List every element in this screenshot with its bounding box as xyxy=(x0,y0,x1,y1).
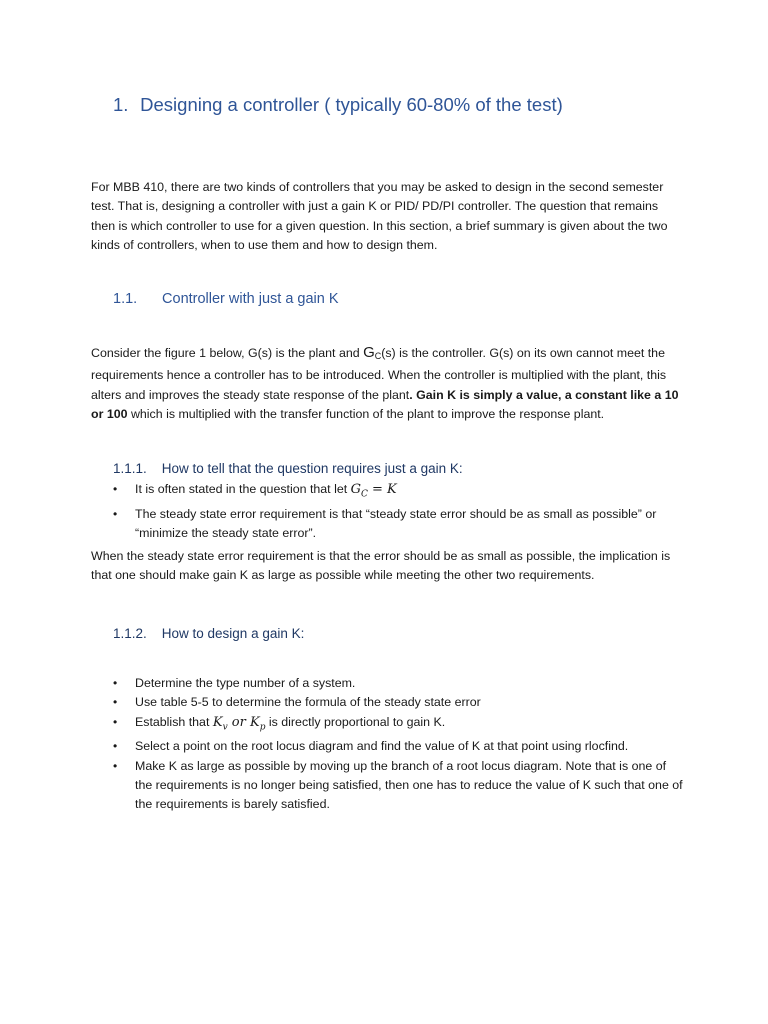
list-item xyxy=(113,693,683,712)
subsubsection-number: 1.1.2. xyxy=(113,626,147,641)
subsubsection-heading-1-1-2 xyxy=(113,626,304,641)
design-list xyxy=(113,674,683,815)
section-number: 1. xyxy=(113,94,129,115)
bullet-icon: • xyxy=(113,676,118,690)
subsubsection-heading-1-1-1 xyxy=(113,461,463,476)
bullet-icon: • xyxy=(113,506,118,521)
math-gc-equals-k: $G_C = K$ xyxy=(350,482,397,500)
consider-text-2: (s) is the controller. G(s) on its own cannot meet the requirements hence a controller has to be introduced. When the controller is multiplied with the plant, this alters and improves the steady state response of the plant xyxy=(91,346,667,402)
list-item-text: The steady state error requirement is that “steady state error should be as small as possible” or “minimize the steady state error”. xyxy=(135,506,657,541)
list-item xyxy=(113,480,683,505)
implication-paragraph: When the steady state error requirement is that the error should be as small as possible, the implication is that one should make gain K as large as possible while meeting the other two requirements. xyxy=(91,549,671,583)
list-item xyxy=(113,737,683,756)
list-item xyxy=(113,713,683,738)
list-item xyxy=(113,674,683,693)
subsection-number: 1.1. xyxy=(113,291,138,307)
section-heading-1 xyxy=(113,94,563,116)
bullet-icon: • xyxy=(113,758,118,773)
intro-paragraph: For MBB 410, there are two kinds of controllers that you may be asked to design in the second semester test. That is, designing a controller with just a gain K or PID/ PD/PI controller. The question that remains then is which controller to use for a given question. In this section, a brief summary is given about the two kinds of controllers, when to use them and how to design them. xyxy=(91,180,668,252)
list-item-text: Make K as large as possible by moving up the branch of a root locus diagram. Note that is one of the requirements is no longer being satisfied, then one has to reduce the value of K such that one of the requirements is barely satisfied. xyxy=(135,758,683,812)
list-item xyxy=(113,757,683,815)
list-item-text: Establish that xyxy=(135,714,213,729)
list-item-text: Use table 5-5 to determine the formula of the steady state error xyxy=(135,695,481,710)
list-item-text: It is often stated in the question that let xyxy=(135,482,351,496)
controller-subscript: C xyxy=(374,351,382,361)
subsection-title: Controller with just a gain K xyxy=(162,291,339,307)
bullet-icon: • xyxy=(113,695,118,710)
controller-symbol: G xyxy=(363,344,375,361)
list-item xyxy=(113,505,683,544)
list-item-text: is directly proportional to gain K. xyxy=(265,714,446,729)
consider-text-1: Consider the figure 1 below, G(s) is the plant and xyxy=(91,346,364,360)
consider-text-3: which is multiplied with the transfer function of the plant to improve the response plant. xyxy=(127,406,605,421)
math-kv-or-kp: $K_v$ or $K_p$ xyxy=(212,714,266,733)
bullet-icon: • xyxy=(113,739,118,754)
subsection-heading-1-1 xyxy=(113,291,339,307)
consider-paragraph xyxy=(91,343,681,424)
subsubsection-title: How to tell that the question requires just a gain K: xyxy=(161,461,463,476)
tell-list xyxy=(113,480,683,543)
bullet-icon: • xyxy=(113,482,118,496)
list-item-text: Select a point on the root locus diagram and find the value of K at that point using rlocfind. xyxy=(135,739,629,754)
consider-bold-text: . Gain K is simply a value, a constant like a 10 or 100 xyxy=(91,387,679,421)
bullet-icon: • xyxy=(113,714,118,729)
section-title: Designing a controller ( typically 60-80% of the test) xyxy=(140,94,563,115)
list-item-text: Determine the type number of a system. xyxy=(135,676,356,690)
subsubsection-title: How to design a gain K: xyxy=(161,626,305,641)
subsubsection-number: 1.1.1. xyxy=(113,461,147,476)
